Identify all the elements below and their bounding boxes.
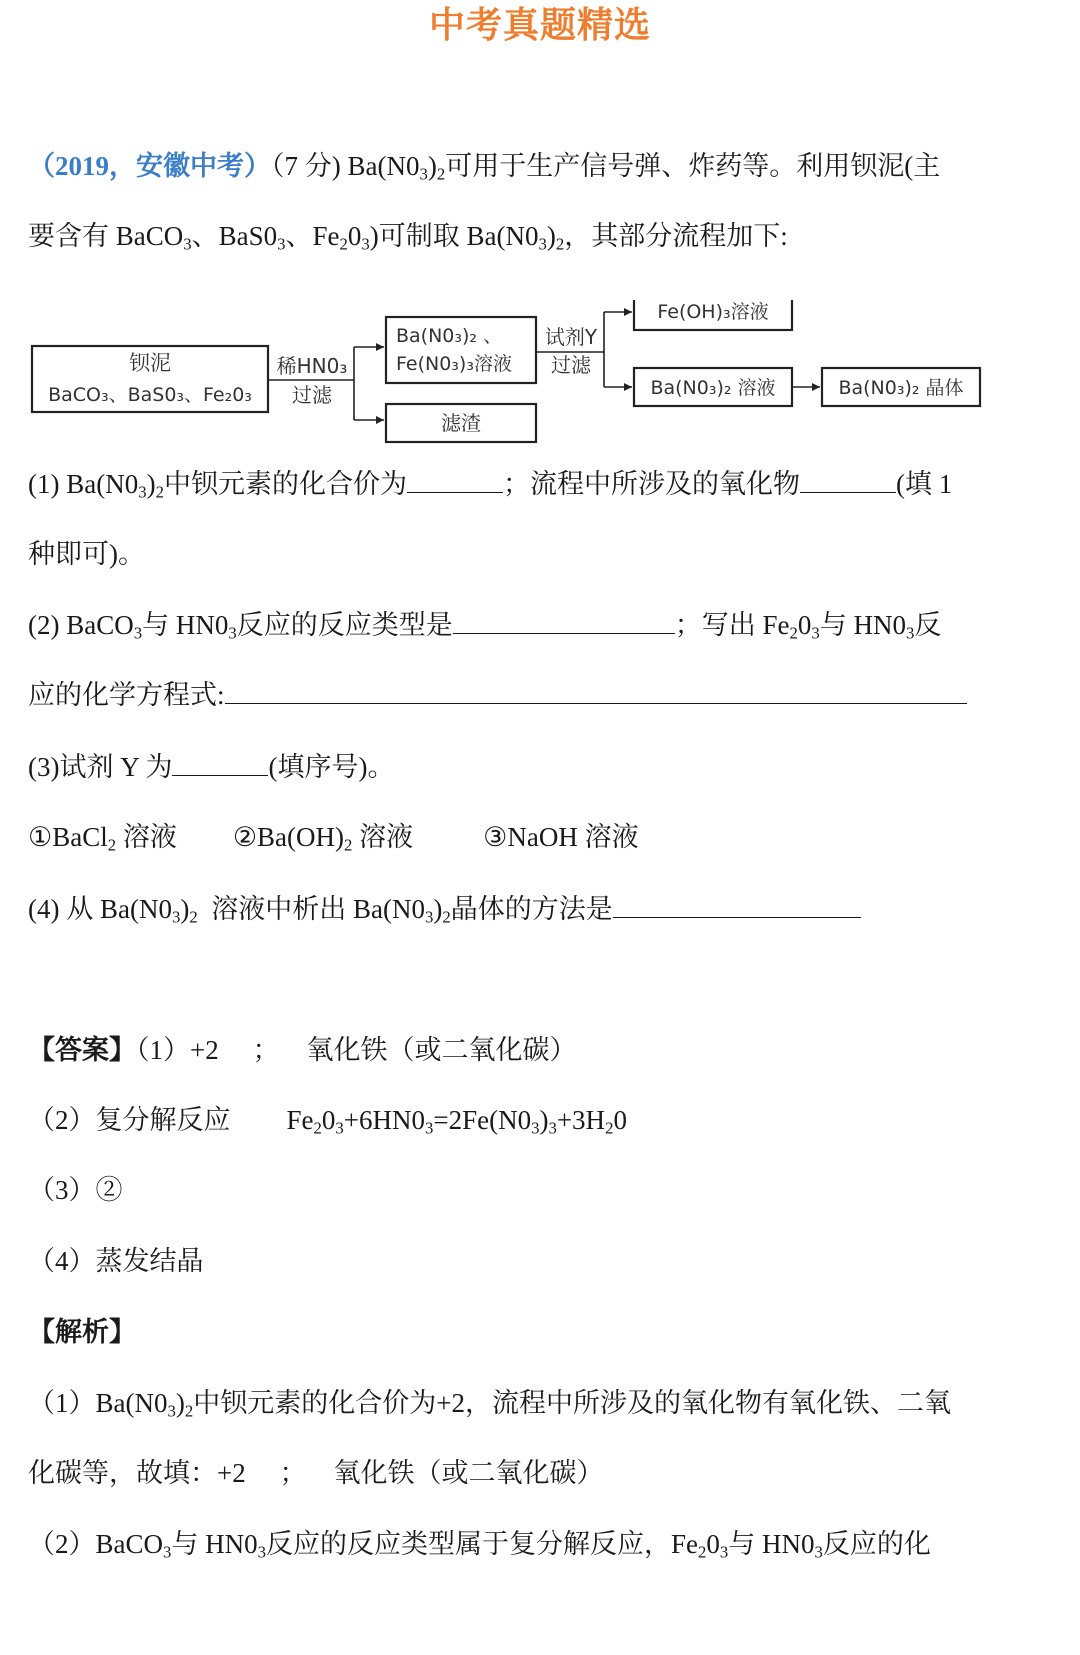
answer-line-4: （4）蒸发结晶 (28, 1246, 204, 1276)
question-intro-line-2: 要含有 BaCO$_3$、$BaS0_3$、$Fe_20_3$)可制取 $Ba(N0_3)_2$，其部分流程加下: (28, 221, 788, 254)
analysis-label: 【解析】 (28, 1317, 136, 1347)
option-2: $②Ba(OH)_2$ 溶液 (232, 822, 414, 855)
question-part-3-options (28, 819, 639, 855)
flow-node-mud-formula: BaCO₃、BaS0₃、Fe₂0₃ (48, 384, 252, 406)
flow-node-crystal-label: Ba(N0₃)₂ 晶体 (838, 377, 964, 399)
answer-blank-2a[interactable] (453, 607, 675, 634)
option-3: ③NaOH 溶液 (483, 822, 639, 852)
question-part-1-line-1: (1) $Ba(N0_3)_2$中钡元素的化合价为 ；流程中所涉及的氧化物 (填 1 (28, 466, 952, 502)
analysis-line-2: 化碳等，故填：+2 ； 氧化铁（或二氧化碳） (28, 1458, 604, 1488)
answer-line-3: （3）② (28, 1175, 123, 1205)
flow-edge-1-reagent: 稀HN0₃ (276, 354, 348, 378)
flow-node-ba-solution-label: Ba(N0₃)₂ 溶液 (650, 377, 776, 399)
question-part-3: (3)试剂 Y 为 (填序号)。 (28, 749, 394, 785)
page-title: 中考真题精选 (428, 5, 651, 46)
process-flow-diagram (0, 300, 1080, 480)
answer-blank-2b[interactable] (225, 677, 967, 704)
flow-node-solution-line-2: Fe(N0₃)₃溶液 (396, 353, 512, 375)
flow-node-feoh-label: Fe(OH)₃溶液 (657, 301, 769, 323)
answer-line-2: （2）复分解反应 $Fe_20_3+6HN0_3=2Fe(N0_3)_3+3H_20$ (28, 1105, 627, 1138)
question-intro-line-1: （2019，安徽中考）（7 分) $Ba(N0_3)_2$可用于生产信号弹、炸药等。利用钡泥(主 (28, 151, 941, 184)
option-1: ①BaCl$_2$ 溶液 (28, 822, 177, 855)
question-part-2-line-1: (2) BaCO$_3$与 $HN0_3$反应的反应类型是 ；写出 $Fe_20_3$与 $HN0_3$反 (28, 607, 941, 643)
flow-node-solution-line-1: Ba(N0₃)₂ 、 (396, 325, 503, 347)
flow-node-residue-label: 滤渣 (441, 411, 481, 435)
answer-blank-4[interactable] (613, 891, 861, 918)
flow-edge-2-reagent: 试剂Y (544, 325, 598, 349)
question-source: （2019，安徽中考） (28, 151, 271, 181)
question-part-4: (4) 从 $Ba(N0_3)_2$ 溶液中析出 $Ba(N0_3)_2$晶体的方法是 (28, 891, 861, 927)
analysis-line-3: （2）BaCO$_3$与 $HN0_3$反应的反应类型属于复分解反应，$Fe_20_3$与 $HN0_3$反应的化 (28, 1529, 931, 1562)
answer-line-1: 【答案】（1）+2 ； 氧化铁（或二氧化碳） (28, 1035, 577, 1065)
analysis-line-1: $(1)Ba(N0_3)_2$中钡元素的化合价为+2，流程中所涉及的氧化物有氧化铁、二氧 (28, 1388, 951, 1421)
flow-edge-2-operation: 过滤 (551, 353, 591, 377)
answer-blank-3[interactable] (172, 749, 268, 776)
answer-label: 【答案】 (28, 1035, 136, 1065)
flow-node-mud-label: 钡泥 (129, 351, 171, 375)
flow-edge-1-operation: 过滤 (292, 383, 332, 407)
answer-blank-1b[interactable] (800, 466, 896, 493)
question-part-1-line-2: 种即可)。 (28, 539, 145, 569)
answer-blank-1a[interactable] (407, 466, 503, 493)
question-part-2-line-2: 应的化学方程式: (28, 677, 967, 713)
